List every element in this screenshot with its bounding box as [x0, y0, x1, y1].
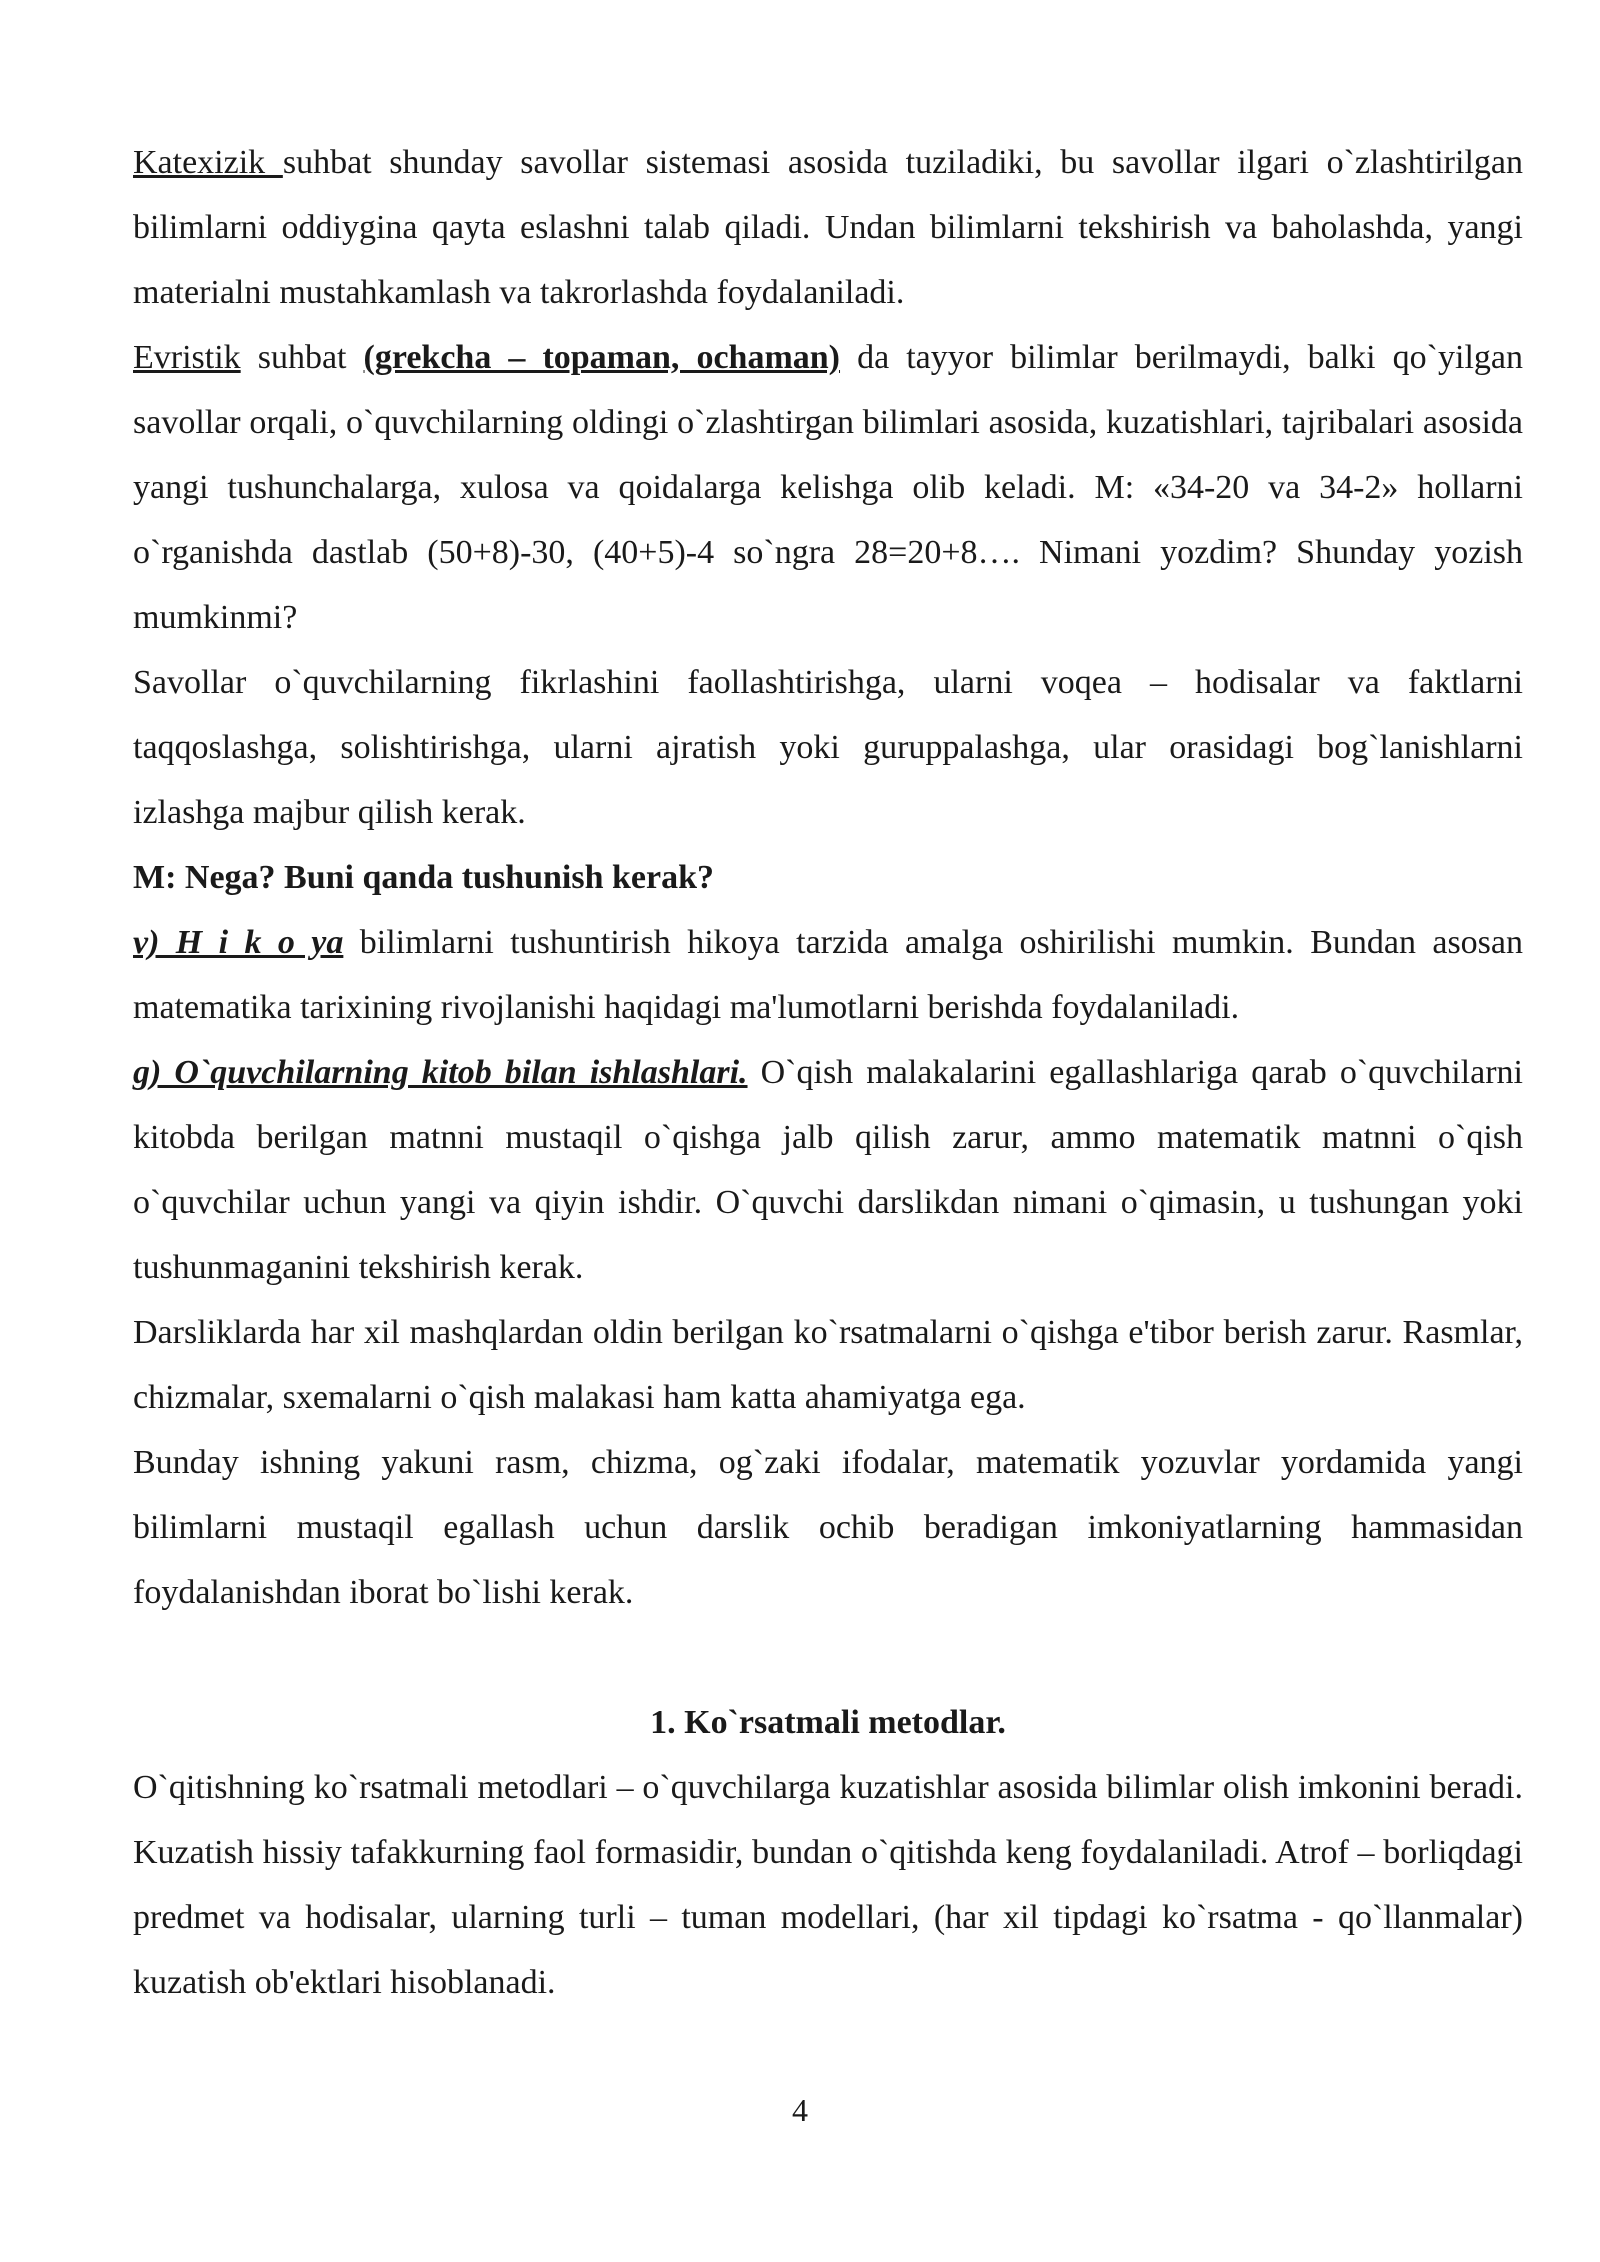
term-evristik: Evristik	[133, 339, 241, 376]
page-number: 4	[792, 2092, 808, 2128]
paragraph-text: bilimlarni tushuntirish hikoya tarzida amalga oshirilishi mumkin. Bundan asosan matematika tarixining rivojlanishi haqidagi ma'lumotlarni berishda foydalaniladi.	[133, 924, 1523, 1026]
paragraph-kitob	[133, 1040, 1523, 1300]
paragraph-katexizik	[133, 130, 1523, 325]
section-heading: 1. Ko`rsatmali metodlar.	[650, 1704, 1006, 1741]
paragraph-text: suhbat shunday savollar sistemasi asosida tuziladiki, bu savollar ilgari o`zlashtirilgan bilimlarni oddiygina qayta eslashni talab qiladi. Undan bilimlarni tekshirish va baholashda, yangi materialni mustahkamlash va takrorlashda foydalaniladi.	[133, 144, 1523, 311]
paragraph-bunday: Bunday ishning yakuni rasm, chizma, og`zaki ifodalar, matematik yozuvlar yordamida yangi bilimlarni mustaqil egallash uchun darslik ochib beradigan imkoniyatlarning hammasidan foydalanishdan iborat bo`lishi kerak.	[133, 1444, 1523, 1611]
spacer	[133, 1625, 1523, 1690]
term-katexizik: Katexizik	[133, 144, 283, 181]
paragraph-evristik	[133, 325, 1523, 650]
term-greek-origin: (grekcha – topaman, ochaman)	[363, 339, 841, 376]
paragraph-hikoya	[133, 910, 1523, 1040]
paragraph-savollar: Savollar o`quvchilarning fikrlashini faollashtirishga, ularni voqea – hodisalar va faktlarni taqqoslashga, solishtirishga, ularni ajratish yoki guruppalashga, ular orasidagi bog`lanishlarni izlashga majbur qilish kerak.	[133, 664, 1523, 831]
term-hikoya: v) H i k o ya	[133, 924, 344, 961]
term-kitob: g) O`quvchilarning kitob bilan ishlashlari.	[133, 1054, 748, 1091]
paragraph-darsliklarda: Darsliklarda har xil mashqlardan oldin berilgan ko`rsatmalarni o`qishga e'tibor berish zarur. Rasmlar, chizmalar, sxemalarni o`qish malakasi ham katta ahamiyatga ega.	[133, 1314, 1523, 1416]
paragraph-text: O`qish malakalarini egallashlariga qarab o`quvchilarni kitobda berilgan matnni mustaqil o`qishga jalb qilish zarur, ammo matematik matnni o`qish o`quvchilar uchun yangi va qiyin ishdir. O`quvchi darslikdan nimani o`qimasin, u tushungan yoki tushunmaganini tekshirish kerak.	[133, 1054, 1523, 1286]
paragraph-korsatmali: O`qitishning ko`rsatmali metodlari – o`quvchilarga kuzatishlar asosida bilimlar olish imkonini beradi. Kuzatish hissiy tafakkurning faol formasidir, bundan o`qitishda keng foydalaniladi. Atrof – borliqdagi predmet va hodisalar, ularning turli – tuman modellari, (har xil tipdagi ko`rsatma - qo`llanmalar) kuzatish ob'ektlari hisoblanadi.	[133, 1769, 1523, 2001]
paragraph-text: suhbat	[240, 339, 364, 376]
body-text	[133, 130, 1523, 2015]
example-question: M: Nega? Buni qanda tushunish kerak?	[133, 859, 715, 896]
paragraph-text: da tayyor bilimlar berilmaydi, balki qo`yilgan savollar orqali, o`quvchilarning oldingi o`zlashtirgan bilimlari asosida, kuzatishlari, tajribalari asosida yangi tushunchalarga, xulosa va qoidalarga kelishga olib keladi. M: «34-20 va 34-2» hollarni o`rganishda dastlab (50+8)-30, (40+5)-4 so`ngra 28=20+8…. Nimani yozdim? Shunday yozish mumkinmi?	[133, 339, 1523, 636]
